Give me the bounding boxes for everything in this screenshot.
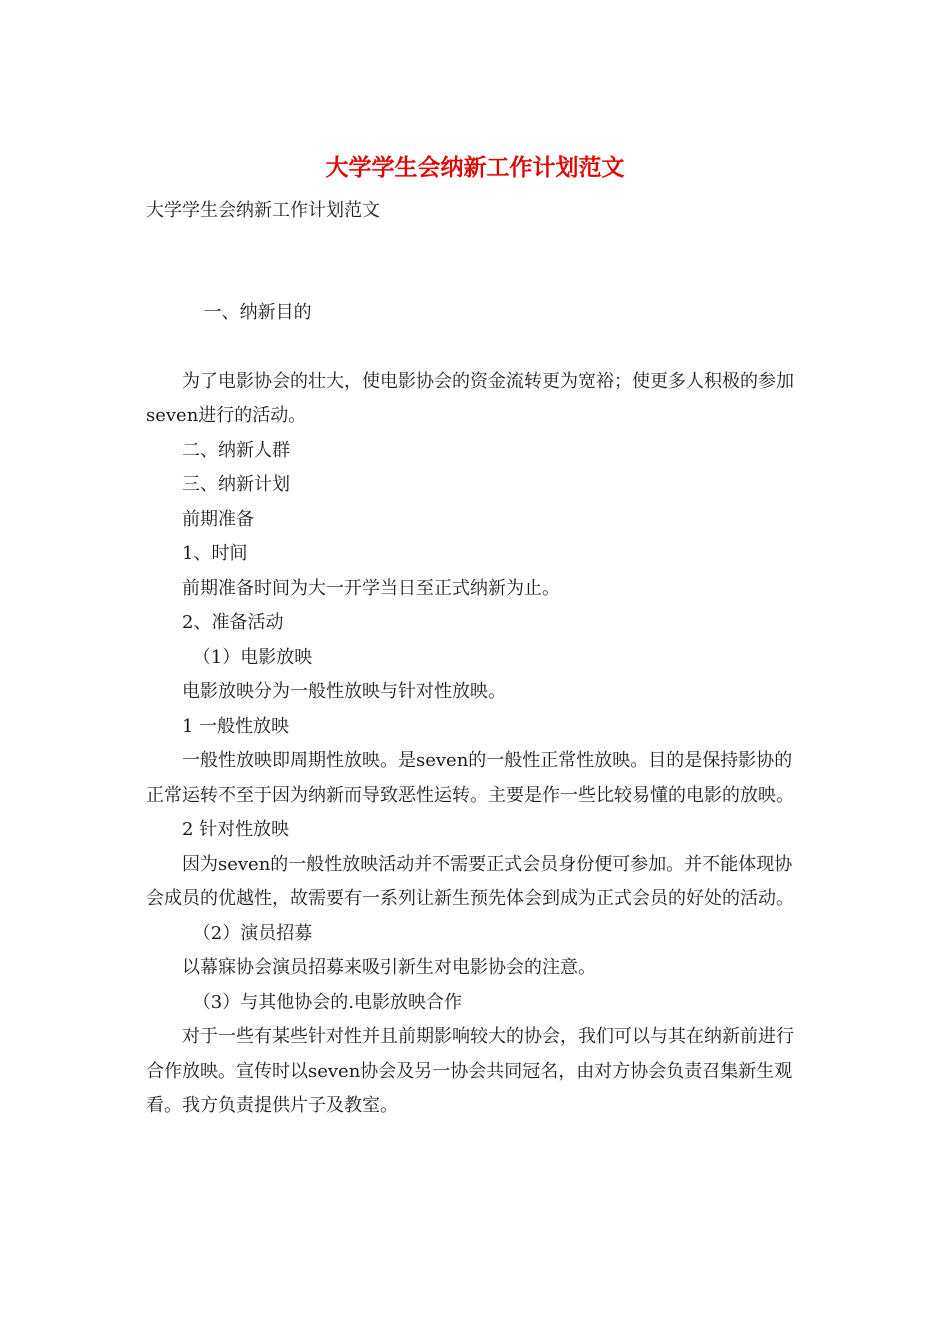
paragraph: 前期准备时间为大一开学当日至正式纳新为止。 — [182, 577, 560, 599]
section-heading: 三、纳新计划 — [182, 474, 290, 495]
paragraph: 1、时间 — [182, 543, 248, 564]
document-title: 大学学生会纳新工作计划范文 — [325, 154, 625, 181]
document-subtitle: 大学学生会纳新工作计划范文 — [146, 200, 380, 221]
paragraph: 2、准备活动 — [182, 612, 284, 633]
document-body — [146, 296, 810, 1124]
paragraph: 对于一些有某些针对性并且前期影响较大的协会，我们可以与其在纳新前进行合作放映。宣传时以seven协会及另一协会共同冠名，由对方协会负责召集新生观看。我方负责提供片子及教室。 — [146, 1026, 794, 1116]
paragraph: （1）电影放映 — [192, 646, 313, 668]
paragraph: （3）与其他协会的.电影放映合作 — [192, 991, 462, 1013]
section-heading: 二、纳新人群 — [182, 439, 290, 461]
paragraph: 以幕寐协会演员招募来吸引新生对电影协会的注意。 — [182, 957, 596, 978]
paragraph: 电影放映分为一般性放映与针对性放映。 — [182, 681, 506, 702]
paragraph: 一般性放映即周期性放映。是seven的一般性正常性放映。目的是保持影协的正常运转不至于因为纳新而导致恶性运转。主要是作一些比较易懂的电影的放映。 — [146, 750, 794, 806]
section-heading: 一、纳新目的 — [203, 302, 312, 323]
paragraph: 前期准备 — [182, 508, 254, 530]
paragraph: 因为seven的一般性放映活动并不需要正式会员身份便可参加。并不能体现协会成员的优越性，故需要有一系列让新生预先体会到成为正式会员的好处的活动。 — [146, 853, 794, 909]
paragraph: 为了电影协会的壮大，使电影协会的资金流转更为宽裕；使更多人积极的参加seven进行的活动。 — [146, 370, 794, 426]
paragraph: 2 针对性放映 — [182, 819, 290, 840]
paragraph: （2）演员招募 — [192, 922, 313, 944]
paragraph: 1 一般性放映 — [182, 715, 290, 737]
